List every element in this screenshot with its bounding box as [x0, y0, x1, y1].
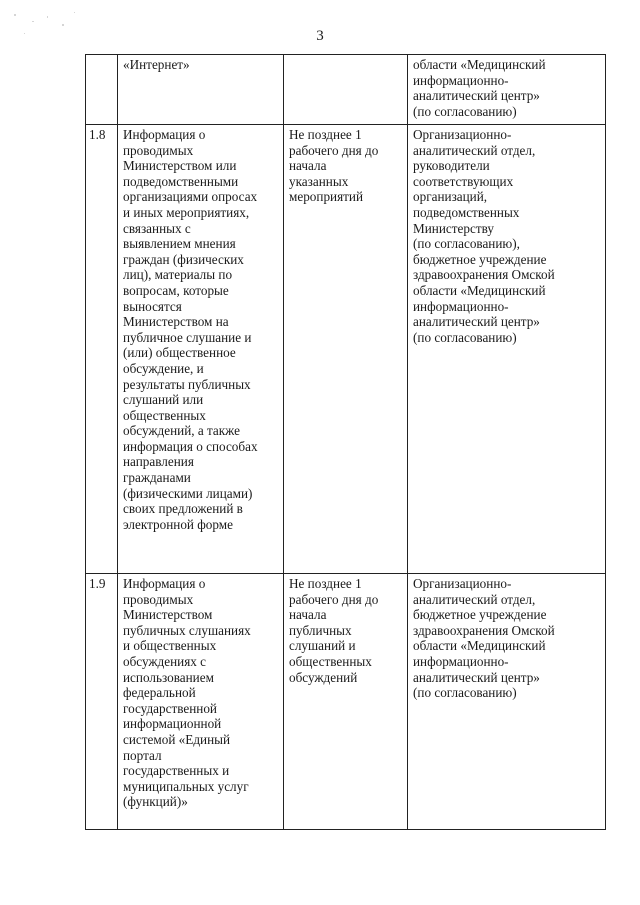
- cell-text-line: (физическими лицами): [123, 485, 253, 501]
- cell-text-line: Информация о: [123, 127, 206, 142]
- document-table: [85, 54, 606, 830]
- cell-text-line: здравоохранения Омской: [413, 267, 555, 283]
- cell-text-line: области «Медицинский: [413, 57, 546, 72]
- cell-text-line: (функций)»: [123, 794, 188, 810]
- row-number-cell: 1.8: [86, 125, 118, 574]
- cell-text-line: граждан (физических: [123, 251, 244, 267]
- cell-text-line: системой «Единый: [123, 731, 231, 747]
- responsible-cell: [408, 55, 606, 125]
- row-number-cell: 1.9: [86, 574, 118, 830]
- cell-text-line: аналитический центр»: [413, 88, 540, 104]
- cell-text-line: начала: [289, 158, 327, 174]
- cell-text-line: портал: [123, 747, 162, 763]
- cell-text-line: электронной форме: [123, 516, 233, 532]
- cell-text-line: федеральной: [123, 685, 196, 701]
- cell-text-line: результаты публичных: [123, 376, 251, 392]
- scan-speck: [32, 21, 34, 22]
- cell-text-line: аналитический центр»: [413, 314, 540, 330]
- cell-text-line: обсуждениях с: [123, 653, 207, 669]
- cell-text-line: проводимых: [123, 142, 194, 158]
- scan-speck: [74, 12, 75, 13]
- cell-text-line: информация о способах: [123, 438, 258, 454]
- cell-text-line: (по согласованию): [413, 685, 517, 701]
- cell-text-line: Организационно-: [413, 576, 512, 591]
- cell-text-line: государственной: [123, 700, 217, 716]
- cell-text-line: начала: [289, 607, 327, 623]
- cell-text-line: (по согласованию): [413, 103, 517, 119]
- cell-text-line: (или) общественное: [123, 345, 236, 361]
- cell-text-line: области «Медицинский: [413, 282, 546, 298]
- cell-text-line: выносятся: [123, 298, 182, 314]
- cell-text-line: рабочего дня до: [289, 591, 379, 607]
- cell-text-line: связанных с: [123, 220, 191, 236]
- responsible-cell: [408, 574, 606, 830]
- cell-text-line: муниципальных услуг: [123, 778, 249, 794]
- cell-text-line: проводимых: [123, 591, 194, 607]
- scan-speck: [62, 24, 64, 26]
- deadline-cell: [284, 574, 408, 830]
- cell-text-line: использованием: [123, 669, 214, 685]
- cell-text-line: направления: [123, 454, 194, 470]
- table-row: [86, 574, 606, 830]
- cell-text-line: информационно-: [413, 72, 509, 88]
- cell-text-line: лиц), материалы по: [123, 267, 233, 283]
- cell-text-line: Не позднее 1: [289, 576, 362, 591]
- cell-text-line: здравоохранения Омской: [413, 622, 555, 638]
- cell-text-line: аналитический центр»: [413, 669, 540, 685]
- cell-text-line: выявлением мнения: [123, 236, 236, 252]
- cell-text-line: рабочего дня до: [289, 142, 379, 158]
- cell-text-line: публичных слушаниях: [123, 622, 251, 638]
- scan-speck: [24, 33, 25, 34]
- cell-text-line: вопросам, которые: [123, 282, 229, 298]
- cell-text-line: указанных: [289, 173, 349, 189]
- cell-text-line: и иных мероприятиях,: [123, 204, 250, 220]
- cell-text-line: гражданами: [123, 470, 191, 486]
- cell-text-line: слушаний и: [289, 638, 356, 654]
- cell-text-line: аналитический отдел,: [413, 591, 536, 607]
- cell-text-line: информационно-: [413, 298, 509, 314]
- responsible-cell: [408, 125, 606, 574]
- scan-speck: [14, 14, 16, 16]
- cell-text-line: (по согласованию): [413, 329, 517, 345]
- scan-speck: [47, 16, 48, 18]
- information-cell: [118, 55, 284, 125]
- cell-text-line: государственных и: [123, 763, 230, 779]
- cell-text-line: обсуждение, и: [123, 360, 204, 376]
- cell-text-line: соответствующих: [413, 173, 514, 189]
- cell-text-line: «Интернет»: [123, 57, 190, 72]
- cell-text-line: общественных: [289, 653, 372, 669]
- cell-text-line: подведомственными: [123, 173, 239, 189]
- cell-text-line: руководители: [413, 158, 490, 174]
- cell-text-line: бюджетное учреждение: [413, 251, 547, 267]
- cell-text-line: подведомственных: [413, 204, 520, 220]
- cell-text-line: общественных: [123, 407, 206, 423]
- cell-text-line: обсуждений: [289, 669, 358, 685]
- cell-text-line: публичных: [289, 622, 352, 638]
- cell-text-line: организациями опросах: [123, 189, 258, 205]
- table-row: [86, 125, 606, 574]
- cell-text-line: и общественных: [123, 638, 217, 654]
- cell-text-line: обсуждений, а также: [123, 423, 240, 439]
- page-number: 3: [316, 28, 324, 44]
- cell-text-line: области «Медицинский: [413, 638, 546, 654]
- cell-text-line: информационно-: [413, 653, 509, 669]
- row-number-cell: [86, 55, 118, 125]
- cell-text-line: Министерством: [123, 607, 213, 623]
- cell-text-line: Не позднее 1: [289, 127, 362, 142]
- cell-text-line: Министерством или: [123, 158, 237, 174]
- cell-text-line: бюджетное учреждение: [413, 607, 547, 623]
- cell-text-line: своих предложений в: [123, 501, 243, 517]
- cell-text-line: организаций,: [413, 189, 488, 205]
- cell-text-line: Информация о: [123, 576, 206, 591]
- cell-text-line: (по согласованию),: [413, 236, 520, 252]
- cell-text-line: публичное слушание и: [123, 329, 252, 345]
- deadline-cell: [284, 55, 408, 125]
- cell-text-line: информационной: [123, 716, 222, 732]
- cell-text-line: Организационно-: [413, 127, 512, 142]
- table-row: [86, 55, 606, 125]
- information-cell: [118, 574, 284, 830]
- cell-text-line: Министерством на: [123, 314, 229, 330]
- information-cell: [118, 125, 284, 574]
- cell-text-line: слушаний или: [123, 392, 204, 408]
- deadline-cell: [284, 125, 408, 574]
- cell-text-line: аналитический отдел,: [413, 142, 536, 158]
- cell-text-line: Министерству: [413, 220, 494, 236]
- cell-text-line: мероприятий: [289, 189, 364, 205]
